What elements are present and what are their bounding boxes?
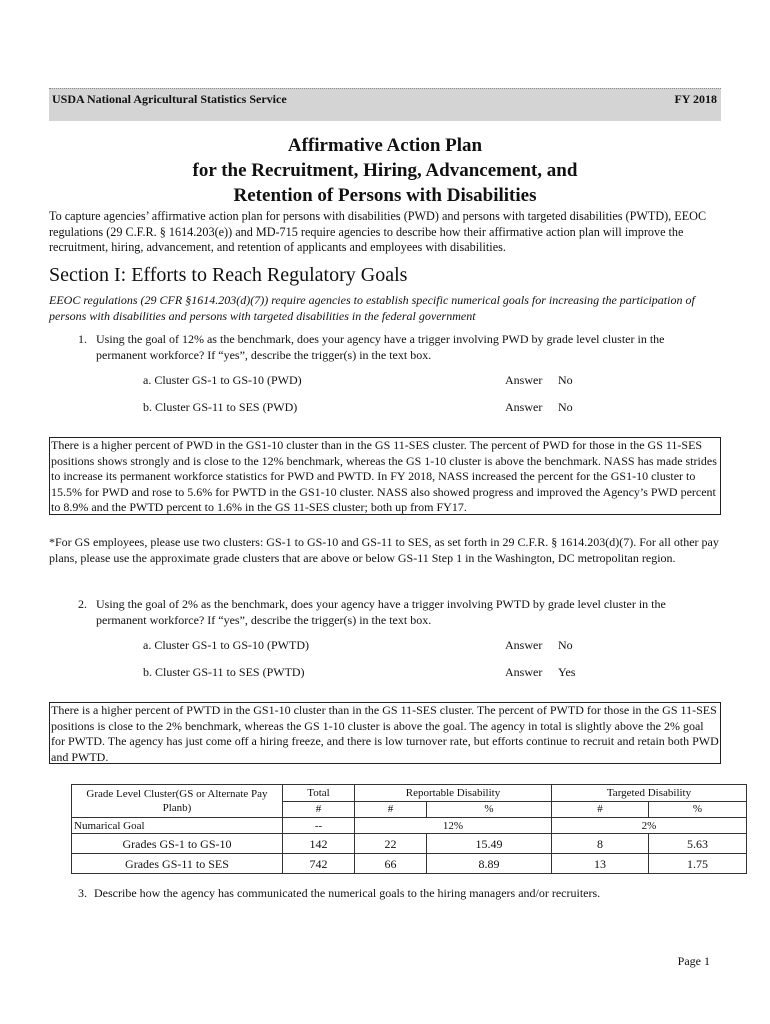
row-reportable-pct: 8.89 — [427, 854, 552, 874]
header-bar — [49, 88, 721, 121]
document-title — [49, 133, 721, 208]
header-total: Total — [283, 785, 355, 802]
title-line-3: Retention of Persons with Disabilities — [233, 185, 537, 206]
table-row — [72, 854, 747, 874]
fiscal-year: FY 2018 — [674, 92, 717, 106]
question-text: Using the goal of 2% as the benchmark, does your agency have a trigger involving PWTD by grade level cluster in the permanent workforce? If “yes”, describe the trigger(s) in the text box. — [96, 597, 666, 627]
regulations-paragraph: EEOC regulations (29 CFR §1614.203(d)(7)) require agencies to establish specific numerical goals for increasing the participation of persons with disabilities and persons with targeted disabilities in the federal government — [49, 293, 695, 323]
answer-value[interactable]: No — [558, 638, 573, 652]
goal-reportable: 12% — [355, 818, 552, 834]
page-number: Page 1 — [677, 954, 710, 968]
cluster-label: b. Cluster GS-11 to SES (PWD) — [143, 400, 298, 414]
question-number: 2. — [78, 597, 87, 611]
row-targeted-pct: 1.75 — [649, 854, 747, 874]
goal-label: Numarical Goal — [72, 818, 283, 834]
title-line-2: for the Recruitment, Hiring, Advancement, and — [192, 160, 578, 181]
subheader-total-count: # — [283, 801, 355, 818]
row-total: 142 — [283, 834, 355, 854]
row-label: Grades GS-1 to GS-10 — [72, 834, 283, 854]
answer-value[interactable]: No — [558, 373, 573, 387]
question-text: Using the goal of 12% as the benchmark, does your agency have a trigger involving PWD by grade level cluster in the permanent workforce? If “yes”, describe the trigger(s) in the text box. — [96, 332, 665, 362]
row-total: 742 — [283, 854, 355, 874]
answer-label: Answer — [505, 400, 543, 414]
question-1 — [78, 332, 718, 363]
question-number: 1. — [78, 332, 87, 346]
agency-name: USDA National Agricultural Statistics Service — [52, 92, 287, 106]
goal-total: -- — [283, 818, 355, 834]
cluster-note: *For GS employees, please use two clusters: GS-1 to GS-10 and GS-11 to SES, as set forth in 29 C.F.R. § 1614.203(d)(7). For all other pay plans, please use the approximate grade clusters that are above or below GS-11 Step 1 in the Washington, DC metropolitan region. — [49, 535, 719, 565]
numerical-goals-table — [71, 784, 747, 874]
question-number: 3. — [78, 886, 87, 900]
question-3 — [78, 886, 718, 901]
header-cluster: Grade Level Cluster(GS or Alternate Pay Planb) — [72, 785, 283, 818]
goal-targeted: 2% — [552, 818, 747, 834]
trigger-textbox-1[interactable]: There is a higher percent of PWD in the GS1-10 cluster than in the GS 11-SES cluster. The percent of PWD for those in the GS 11-SES positions shows strongly and is close to the 12% benchmark, whereas the GS 1-10 cluster is above the benchmark. NASS has made strides to increase its permanent workforce statistics for PWD and PWTD. In FY 2018, NASS increased the percent for the GS1-10 cluster to 15.5% for PWD and rose to 5.6% for PWTD in the GS1-10 cluster. NASS also showed progress and improved the Agency’s PWD percent to 8.9% and the PWTD percent to 1.6% in the GS 11-SES cluster; both up from FY17. — [49, 437, 721, 515]
answer-label: Answer — [505, 638, 543, 652]
title-line-1: Affirmative Action Plan — [287, 135, 483, 156]
row-reportable-count: 66 — [355, 854, 427, 874]
subheader-targeted-count: # — [552, 801, 649, 818]
cluster-label: a. Cluster GS-1 to GS-10 (PWTD) — [143, 638, 309, 652]
answer-label: Answer — [505, 665, 543, 679]
row-label: Grades GS-11 to SES — [72, 854, 283, 874]
subheader-reportable-count: # — [355, 801, 427, 818]
row-targeted-pct: 5.63 — [649, 834, 747, 854]
question-text: Describe how the agency has communicated the numerical goals to the hiring managers and/or recruiters. — [94, 886, 601, 900]
cluster-label: a. Cluster GS-1 to GS-10 (PWD) — [143, 373, 302, 387]
answer-label: Answer — [505, 373, 543, 387]
row-targeted-count: 8 — [552, 834, 649, 854]
section-heading: Section I: Efforts to Reach Regulatory Goals — [49, 264, 408, 286]
header-reportable: Reportable Disability — [355, 785, 552, 802]
row-reportable-pct: 15.49 — [427, 834, 552, 854]
cluster-label: b. Cluster GS-11 to SES (PWTD) — [143, 665, 305, 679]
row-reportable-count: 22 — [355, 834, 427, 854]
table-row — [72, 834, 747, 854]
header-targeted: Targeted Disability — [552, 785, 747, 802]
table-header-row — [72, 785, 747, 802]
row-targeted-count: 13 — [552, 854, 649, 874]
trigger-textbox-2[interactable]: There is a higher percent of PWTD in the GS1-10 cluster than in the GS 11-SES cluster. The percent of PWTD for those in the GS 11-SES positions is close to the 2% benchmark, whereas the GS 1-10 cluster is above the goal. The agency in total is slightly above the 2% goal for PWTD. The agency has just come off a hiring freeze, and there is low turnover rate, but efforts continue to recruit and retain both PWD and PWTD. — [49, 702, 721, 764]
question-2 — [78, 597, 718, 628]
answer-value[interactable]: Yes — [558, 665, 576, 679]
table-row-goal — [72, 818, 747, 834]
subheader-targeted-pct: % — [649, 801, 747, 818]
intro-paragraph: To capture agencies’ affirmative action plan for persons with disabilities (PWD) and persons with targeted disabilities (PWTD), EEOC regulations (29 C.F.R. § 1614.203(e)) and MD-715 require agencies to describe how their affirmative action plan will improve the recruitment, hiring, advancement, and retention of applicants and employees with disabilities. — [49, 209, 707, 254]
answer-value[interactable]: No — [558, 400, 573, 414]
subheader-reportable-pct: % — [427, 801, 552, 818]
